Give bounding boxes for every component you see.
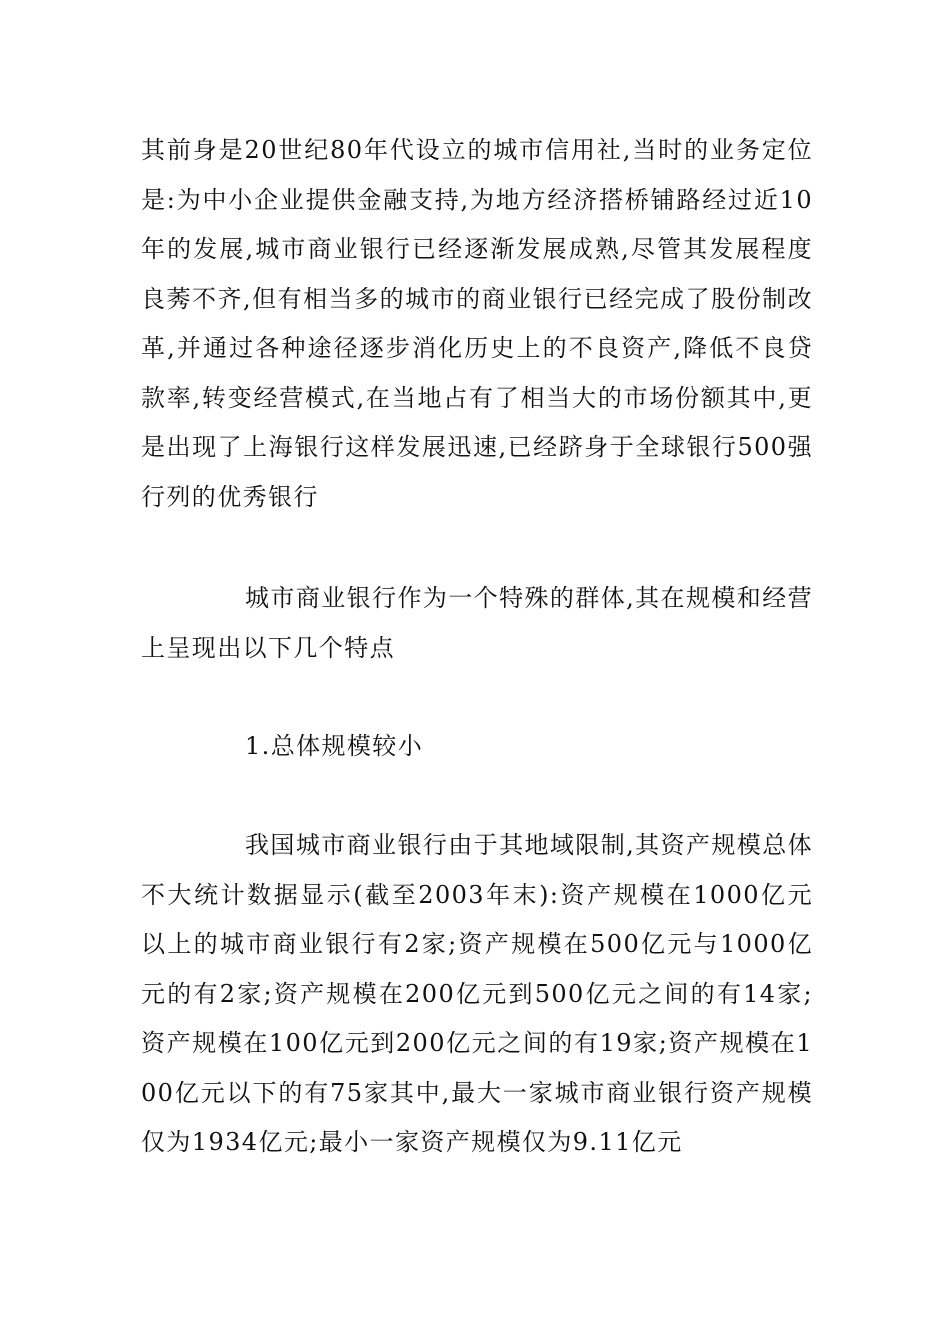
paragraph-scale-detail: 我国城市商业银行由于其地域限制,其资产规模总体不大统计数据显示(截至2003年末):资产规模在1000亿元以上的城市商业银行有2家;资产规模在500亿元与1000亿元的有2家;资产规模在200亿元到500亿元之间的有14家;资产规模在100亿元到200亿元之间的有19家;资产规模在100亿元以下的有75家其中,最大一家城市商业银行资产规模仅为1934亿元;最小一家资产规模仅为9.11亿元: [141, 831, 813, 1156]
section-heading-scale: 1.总体规模较小: [245, 732, 424, 760]
paragraph-intro-history: 其前身是20世纪80年代设立的城市信用社,当时的业务定位是:为中小企业提供金融支持,为地方经济搭桥铺路经过近10年的发展,城市商业银行已经逐渐发展成熟,尽管其发展程度良莠不齐,但有相当多的城市的商业银行已经完成了股份制改革,并通过各种途径逐步消化历史上的不良资产,降低不良贷款率,转变经营模式,在当地占有了相当大的市场份额其中,更是出现了上海银行这样发展迅速,已经跻身于全球银行500强行列的优秀银行: [141, 136, 813, 511]
paragraph-characteristics-intro: 城市商业银行作为一个特殊的群体,其在规模和经营上呈现出以下几个特点: [141, 584, 813, 662]
